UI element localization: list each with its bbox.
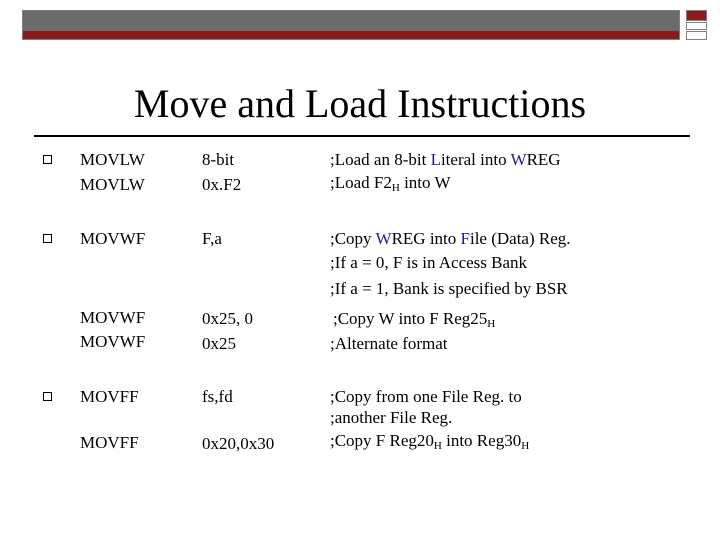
mnemonic: MOVLW (80, 150, 145, 169)
title-underline (34, 135, 690, 137)
corner-square-red (686, 10, 707, 21)
header-red-strip (23, 31, 679, 39)
operand: fs,fd (202, 387, 233, 406)
mnemonic: MOVFF (80, 433, 139, 452)
operand: 0x.F2 (202, 175, 242, 194)
comment: ;Copy F $Reg20_H$ into $Reg30_H$ (330, 431, 530, 452)
header-bar (22, 10, 680, 40)
square-bullet-icon (43, 234, 52, 243)
mnemonic: MOVLW (80, 175, 145, 194)
comment: ;Copy from one File Reg. to (330, 387, 522, 406)
comment: ;If a = 0, F is in Access Bank (330, 253, 528, 272)
operand: 8-bit (202, 150, 235, 169)
slide-title: Move and Load Instructions (133, 81, 587, 126)
comment: ;Copy WREG into File (Data) Reg. (330, 229, 571, 248)
comment: ;Alternate format (330, 334, 448, 353)
comment: ;If a = 1, Bank is specified by BSR (330, 279, 568, 298)
mnemonic: MOVWF (80, 308, 146, 327)
corner-decoration (686, 10, 708, 40)
mnemonic: MOVWF (80, 229, 146, 248)
operand: 0x20,0x30 (202, 434, 275, 453)
corner-square-white (686, 22, 707, 30)
header-gray-strip (23, 11, 679, 33)
corner-square-white (686, 31, 707, 40)
square-bullet-icon (43, 155, 52, 164)
square-bullet-icon (43, 392, 52, 401)
comment: ;Load an 8-bit Literal into WREG (330, 150, 561, 169)
operand: 0x25 (202, 334, 236, 353)
operand: F,a (202, 229, 222, 248)
mnemonic: MOVFF (80, 387, 139, 406)
comment: ;another File Reg. (330, 408, 453, 427)
mnemonic: MOVWF (80, 332, 146, 351)
comment: ;Copy W into F $Reg25_H$ (333, 309, 496, 330)
comment: ;Load $F2_H$ into W (330, 173, 451, 194)
operand: 0x25, 0 (202, 309, 253, 328)
